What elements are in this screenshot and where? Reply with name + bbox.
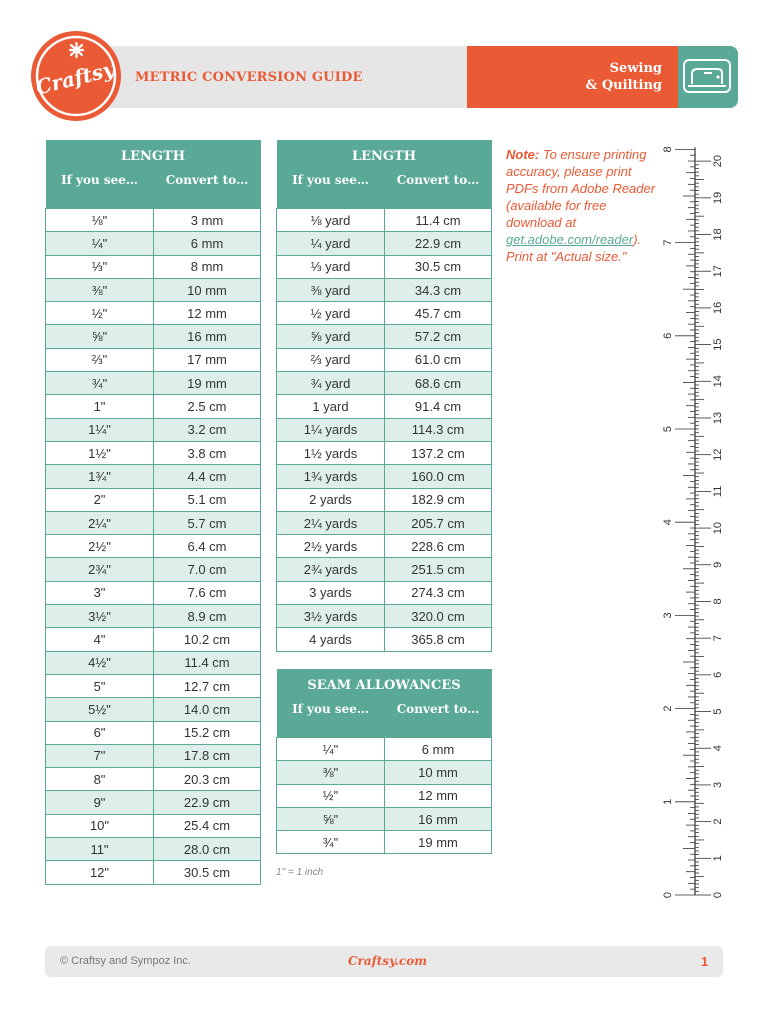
imperial-value: 3 yards xyxy=(277,581,385,604)
imperial-value: 2½ yards xyxy=(277,535,385,558)
imperial-value: ⅜" xyxy=(46,278,154,301)
table-row xyxy=(277,395,492,418)
table-row xyxy=(277,441,492,464)
metric-value: 3.8 cm xyxy=(154,441,261,464)
inch-label: 3 xyxy=(661,612,674,619)
metric-value: 10.2 cm xyxy=(154,628,261,651)
table-row xyxy=(46,465,261,488)
table-row xyxy=(277,488,492,511)
metric-value: 5.7 cm xyxy=(154,511,261,534)
imperial-value: ¼ yard xyxy=(277,232,385,255)
imperial-value: 12" xyxy=(46,861,154,884)
metric-value: 34.3 cm xyxy=(385,278,492,301)
inch-label: 6 xyxy=(661,332,674,339)
page-number: 1 xyxy=(701,954,709,969)
inch-label: 8 xyxy=(661,146,674,153)
table-row xyxy=(277,784,492,807)
metric-value: 22.9 cm xyxy=(154,791,261,814)
column-header-see: If you see… xyxy=(46,173,154,209)
column-header-convert: Convert to… xyxy=(385,173,492,209)
metric-value: 6.4 cm xyxy=(154,535,261,558)
imperial-value: ⅜ yard xyxy=(277,278,385,301)
metric-value: 19 mm xyxy=(154,372,261,395)
inch-label: 1 xyxy=(661,798,674,805)
imperial-value: 1½ yards xyxy=(277,441,385,464)
table-row xyxy=(46,791,261,814)
metric-value: 320.0 cm xyxy=(385,605,492,628)
note-text: To ensure printing accuracy, please print PDFs from Adobe Reader (available for free download at xyxy=(506,147,656,230)
footnote: 1" = 1 inch xyxy=(276,867,324,878)
imperial-value: 5" xyxy=(46,674,154,697)
table-row xyxy=(277,558,492,581)
page-title: METRIC CONVERSION GUIDE xyxy=(135,70,363,85)
table-row xyxy=(46,721,261,744)
cm-label: 6 xyxy=(711,671,724,678)
copyright: © Craftsy and Sympoz Inc. xyxy=(60,955,191,967)
imperial-value: 8" xyxy=(46,768,154,791)
metric-value: 7.0 cm xyxy=(154,558,261,581)
category-label xyxy=(467,60,662,94)
metric-value: 5.1 cm xyxy=(154,488,261,511)
table-row xyxy=(46,744,261,767)
inch-label: 2 xyxy=(661,705,674,712)
table-row xyxy=(46,511,261,534)
metric-value: 25.4 cm xyxy=(154,814,261,837)
imperial-value: 6" xyxy=(46,721,154,744)
metric-value: 6 mm xyxy=(385,738,492,761)
imperial-value: 1 yard xyxy=(277,395,385,418)
metric-value: 6 mm xyxy=(154,232,261,255)
column-header-see: If you see… xyxy=(277,173,385,209)
table-row xyxy=(46,651,261,674)
table-row xyxy=(277,418,492,441)
metric-value: 160.0 cm xyxy=(385,465,492,488)
column-header-convert: Convert to… xyxy=(385,702,492,738)
table-row xyxy=(277,581,492,604)
metric-value: 57.2 cm xyxy=(385,325,492,348)
imperial-value: ⅔" xyxy=(46,348,154,371)
metric-value: 4.4 cm xyxy=(154,465,261,488)
imperial-value: ⅝ yard xyxy=(277,325,385,348)
table-row xyxy=(277,831,492,854)
metric-value: 30.5 cm xyxy=(154,861,261,884)
table-row xyxy=(277,535,492,558)
column-header-see: If you see… xyxy=(277,702,385,738)
metric-value: 16 mm xyxy=(385,807,492,830)
imperial-value: ⅛ yard xyxy=(277,209,385,232)
table-row xyxy=(46,278,261,301)
imperial-value: ¼" xyxy=(46,232,154,255)
metric-value: 11.4 cm xyxy=(385,209,492,232)
table-row xyxy=(46,372,261,395)
table-row xyxy=(46,348,261,371)
metric-value: 91.4 cm xyxy=(385,395,492,418)
table-row xyxy=(277,278,492,301)
metric-value: 10 mm xyxy=(154,278,261,301)
metric-value: 68.6 cm xyxy=(385,372,492,395)
table-row xyxy=(46,418,261,441)
table-row xyxy=(277,605,492,628)
imperial-value: ⅓" xyxy=(46,255,154,278)
metric-value: 12 mm xyxy=(154,302,261,325)
metric-value: 15.2 cm xyxy=(154,721,261,744)
inch-label: 0 xyxy=(661,891,674,899)
cm-label: 0 xyxy=(711,891,724,899)
cm-label: 18 xyxy=(711,228,724,241)
metric-value: 251.5 cm xyxy=(385,558,492,581)
metric-value: 8.9 cm xyxy=(154,605,261,628)
sewing-machine-icon xyxy=(678,46,738,108)
imperial-value: ⅝" xyxy=(277,807,385,830)
print-note xyxy=(506,146,661,265)
cm-label: 7 xyxy=(711,635,724,642)
table-row xyxy=(277,255,492,278)
cm-label: 15 xyxy=(711,338,724,351)
imperial-value: 2¼ yards xyxy=(277,511,385,534)
imperial-value: 7" xyxy=(46,744,154,767)
category-line-2: & Quilting xyxy=(585,78,662,93)
imperial-value: ½" xyxy=(277,784,385,807)
imperial-value: ½ yard xyxy=(277,302,385,325)
imperial-value: 11" xyxy=(46,838,154,861)
table-row xyxy=(46,628,261,651)
table-title: LENGTH xyxy=(46,140,261,173)
category-line-1: Sewing xyxy=(609,61,662,76)
table-row xyxy=(277,807,492,830)
metric-value: 20.3 cm xyxy=(154,768,261,791)
seam-allowances-table xyxy=(276,669,492,854)
imperial-value: ⅛" xyxy=(46,209,154,232)
imperial-value: ¼" xyxy=(277,738,385,761)
cm-label: 2 xyxy=(711,818,724,825)
imperial-value: 5½" xyxy=(46,698,154,721)
metric-value: 22.9 cm xyxy=(385,232,492,255)
table-title: SEAM ALLOWANCES xyxy=(277,669,492,702)
note-label: Note: xyxy=(506,147,540,162)
cm-label: 19 xyxy=(711,191,724,204)
inch-label: 4 xyxy=(661,519,674,526)
table-row xyxy=(46,838,261,861)
imperial-value: 2¼" xyxy=(46,511,154,534)
metric-value: 45.7 cm xyxy=(385,302,492,325)
imperial-value: 4" xyxy=(46,628,154,651)
craftsy-logo xyxy=(30,30,122,122)
table-row xyxy=(277,465,492,488)
table-row xyxy=(277,511,492,534)
category-icon-box xyxy=(678,46,738,108)
metric-value: 2.5 cm xyxy=(154,395,261,418)
length-inches-table xyxy=(45,140,261,885)
imperial-value: 2¾ yards xyxy=(277,558,385,581)
table-row xyxy=(46,698,261,721)
table-row xyxy=(277,628,492,651)
cm-label: 12 xyxy=(711,448,724,461)
imperial-value: 3½" xyxy=(46,605,154,628)
table-row xyxy=(46,302,261,325)
cm-label: 20 xyxy=(711,155,724,168)
cm-label: 1 xyxy=(711,855,724,862)
table-row xyxy=(46,395,261,418)
cm-label: 8 xyxy=(711,598,724,605)
imperial-value: 4½" xyxy=(46,651,154,674)
metric-value: 14.0 cm xyxy=(154,698,261,721)
imperial-value: ½" xyxy=(46,302,154,325)
imperial-value: 2¾" xyxy=(46,558,154,581)
imperial-value: 1¾" xyxy=(46,465,154,488)
imperial-value: 3" xyxy=(46,581,154,604)
metric-value: 12 mm xyxy=(385,784,492,807)
imperial-value: 1½" xyxy=(46,441,154,464)
footer-brand: Craftsy.com xyxy=(348,954,427,968)
imperial-value: 10" xyxy=(46,814,154,837)
metric-value: 228.6 cm xyxy=(385,535,492,558)
table-row xyxy=(46,209,261,232)
imperial-value: 1¾ yards xyxy=(277,465,385,488)
note-text-end: ). Print at "Actual size." xyxy=(506,232,642,264)
metric-value: 137.2 cm xyxy=(385,441,492,464)
cm-label: 13 xyxy=(711,411,724,425)
table-row xyxy=(277,348,492,371)
metric-value: 274.3 cm xyxy=(385,581,492,604)
logo-text: Craftsy xyxy=(33,56,117,100)
imperial-value: ⅝" xyxy=(46,325,154,348)
metric-value: 3.2 cm xyxy=(154,418,261,441)
table-row xyxy=(277,761,492,784)
table-row xyxy=(46,814,261,837)
table-row xyxy=(277,372,492,395)
cm-label: 3 xyxy=(711,781,724,788)
imperial-value: 9" xyxy=(46,791,154,814)
cm-label: 9 xyxy=(711,561,724,568)
cm-label: 4 xyxy=(711,745,724,752)
table-row xyxy=(46,768,261,791)
table-row xyxy=(46,325,261,348)
metric-value: 182.9 cm xyxy=(385,488,492,511)
inch-label: 5 xyxy=(661,425,674,433)
imperial-value: 1¼" xyxy=(46,418,154,441)
length-yards-table xyxy=(276,140,492,652)
metric-value: 10 mm xyxy=(385,761,492,784)
table-row xyxy=(46,674,261,697)
table-row xyxy=(46,255,261,278)
imperial-value: ¾" xyxy=(46,372,154,395)
table-row xyxy=(46,558,261,581)
imperial-value: 1" xyxy=(46,395,154,418)
cm-label: 11 xyxy=(711,485,724,498)
table-row xyxy=(46,535,261,558)
metric-value: 16 mm xyxy=(154,325,261,348)
imperial-value: 3½ yards xyxy=(277,605,385,628)
metric-value: 17.8 cm xyxy=(154,744,261,767)
imperial-value: ⅓ yard xyxy=(277,255,385,278)
table-row xyxy=(277,232,492,255)
cm-label: 5 xyxy=(711,708,724,715)
table-row xyxy=(46,861,261,884)
metric-value: 61.0 cm xyxy=(385,348,492,371)
metric-value: 8 mm xyxy=(154,255,261,278)
metric-value: 28.0 cm xyxy=(154,838,261,861)
metric-value: 3 mm xyxy=(154,209,261,232)
table-row xyxy=(46,488,261,511)
imperial-value: ⅔ yard xyxy=(277,348,385,371)
inch-label: 7 xyxy=(661,239,674,246)
cm-label: 10 xyxy=(711,521,724,535)
table-row xyxy=(277,738,492,761)
cm-label: 14 xyxy=(711,375,724,388)
table-row xyxy=(277,302,492,325)
metric-value: 365.8 cm xyxy=(385,628,492,651)
imperial-value: ⅜" xyxy=(277,761,385,784)
table-row xyxy=(46,441,261,464)
imperial-value: 2½" xyxy=(46,535,154,558)
adobe-reader-link[interactable]: get.adobe.com/reader xyxy=(506,232,634,247)
cm-label: 16 xyxy=(711,301,724,315)
imperial-value: 4 yards xyxy=(277,628,385,651)
imperial-value: ¾ yard xyxy=(277,372,385,395)
imperial-value: ¾" xyxy=(277,831,385,854)
metric-value: 7.6 cm xyxy=(154,581,261,604)
printable-ruler xyxy=(655,140,735,910)
table-row xyxy=(46,581,261,604)
metric-value: 11.4 cm xyxy=(154,651,261,674)
table-title: LENGTH xyxy=(277,140,492,173)
column-header-convert: Convert to… xyxy=(154,173,261,209)
metric-value: 17 mm xyxy=(154,348,261,371)
imperial-value: 2 yards xyxy=(277,488,385,511)
metric-value: 205.7 cm xyxy=(385,511,492,534)
table-row xyxy=(46,232,261,255)
table-row xyxy=(277,325,492,348)
cm-label: 17 xyxy=(711,265,724,278)
table-row xyxy=(277,209,492,232)
metric-value: 12.7 cm xyxy=(154,674,261,697)
metric-value: 19 mm xyxy=(385,831,492,854)
table-row xyxy=(46,605,261,628)
metric-value: 114.3 cm xyxy=(385,418,492,441)
imperial-value: 1¼ yards xyxy=(277,418,385,441)
metric-value: 30.5 cm xyxy=(385,255,492,278)
imperial-value: 2" xyxy=(46,488,154,511)
